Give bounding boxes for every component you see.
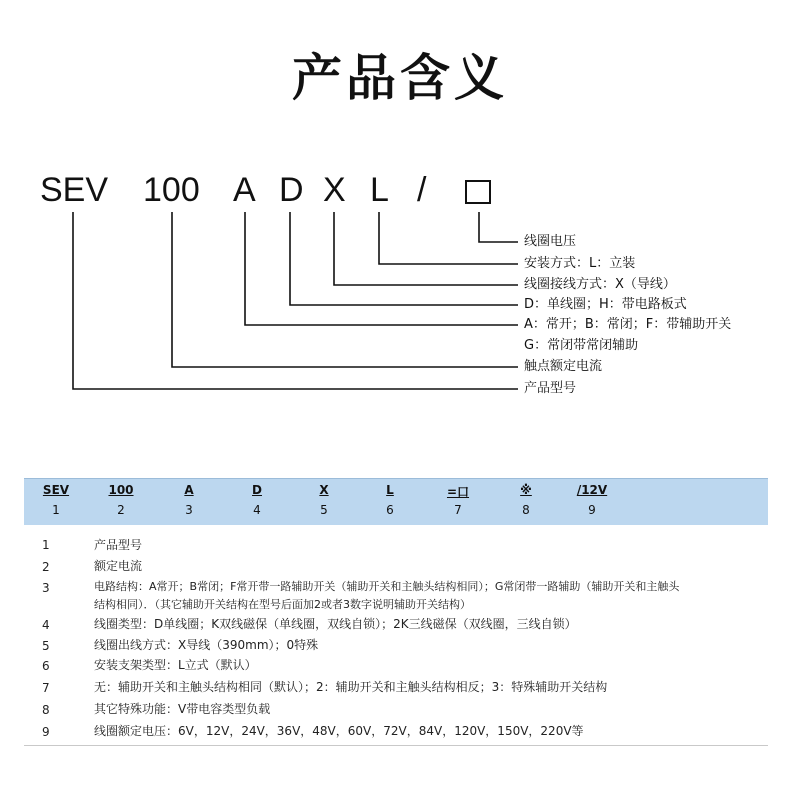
header-code: 100 xyxy=(108,483,134,497)
code-part-100: 100 xyxy=(143,171,200,209)
row-text: 额定电流 xyxy=(94,559,143,573)
leader-line-coil-voltage xyxy=(479,212,518,242)
row-text: 线圈类型：D单线圈；K双线磁保（单线圈，双线自锁）；2K三线磁保（双线圈，三线自锁） xyxy=(94,617,577,631)
header-code: ※ xyxy=(520,483,532,497)
row-text: 结构相同）．（其它辅助开关结构在型号后面加2或者3数字说明辅助开关结构） xyxy=(94,598,471,611)
row-num: 5 xyxy=(42,639,50,653)
code-part-sev: SEV xyxy=(40,171,109,209)
row-num: 8 xyxy=(42,703,50,717)
row-text: 线圈出线方式：X导线（390mm）；0特殊 xyxy=(94,638,319,652)
code-part-l: L xyxy=(370,171,389,209)
row-num: 6 xyxy=(42,659,50,673)
desc-wiring: 线圈接线方式：X（导线） xyxy=(524,277,676,292)
desc-product-model: 产品型号 xyxy=(524,381,577,396)
desc-mounting: 安装方式：L：立装 xyxy=(524,256,636,271)
row-text: 无：辅助开关和主触头结构相同（默认）；2：辅助开关和主触头结构相反；3：特殊辅助开关结构 xyxy=(94,680,608,694)
header-num: 3 xyxy=(185,503,193,517)
row-num: 3 xyxy=(42,581,50,595)
row-num: 9 xyxy=(42,725,50,739)
row-num: 1 xyxy=(42,538,50,552)
code-part-slash: / xyxy=(417,171,427,209)
desc-contact-type: A：常开；B：常闭；F：带辅助开关 xyxy=(524,317,732,332)
header-num: 9 xyxy=(588,503,596,517)
desc-coil-type: D：单线圈；H：带电路板式 xyxy=(524,297,687,312)
header-code: X xyxy=(319,483,329,497)
leader-line-model xyxy=(73,212,518,389)
header-code: SEV xyxy=(42,483,70,497)
desc-coil-voltage: 线圈电压 xyxy=(524,234,577,249)
row-num: 4 xyxy=(42,618,50,632)
row-text: 安装支架类型：L立式（默认） xyxy=(94,658,257,672)
page-title: 产品含义 xyxy=(292,49,508,107)
header-num: 5 xyxy=(320,503,328,517)
leader-line-wiring xyxy=(334,212,518,285)
header-code: L xyxy=(386,483,394,497)
header-num: 8 xyxy=(522,503,530,517)
header-code: A xyxy=(184,483,194,497)
leader-line-current xyxy=(172,212,518,367)
row-num: 2 xyxy=(42,560,50,574)
header-code: /12V xyxy=(576,483,608,497)
desc-contact-type-g: G：常闭带常闭辅助 xyxy=(524,338,639,353)
header-code: =口 xyxy=(446,485,470,499)
leader-line-contact-type xyxy=(245,212,518,325)
row-text: 产品型号 xyxy=(94,538,143,552)
header-num: 7 xyxy=(454,503,462,517)
code-part-x: X xyxy=(323,171,346,209)
row-num: 7 xyxy=(42,681,50,695)
row-text: 其它特殊功能：V带电容类型负载 xyxy=(94,702,271,716)
row-text: 电路结构：A常开；B常闭；F常开带一路辅助开关（辅助开关和主触头结构相同）；G常闭带一路辅助（辅助开关和主触头 xyxy=(94,580,680,593)
code-part-a: A xyxy=(233,171,256,209)
header-num: 6 xyxy=(386,503,394,517)
header-num: 4 xyxy=(253,503,261,517)
row-text: 线圈额定电压：6V，12V，24V，36V，48V，60V，72V，84V，120V，150V，220V等 xyxy=(94,724,584,738)
header-code: D xyxy=(252,483,262,497)
desc-rated-current: 触点额定电流 xyxy=(524,359,603,374)
leader-line-mounting xyxy=(379,212,518,264)
header-num: 2 xyxy=(117,503,125,517)
code-part-d: D xyxy=(279,171,304,209)
header-num: 1 xyxy=(52,503,60,517)
leader-line-coil-type xyxy=(290,212,518,305)
bottom-divider xyxy=(24,745,768,746)
